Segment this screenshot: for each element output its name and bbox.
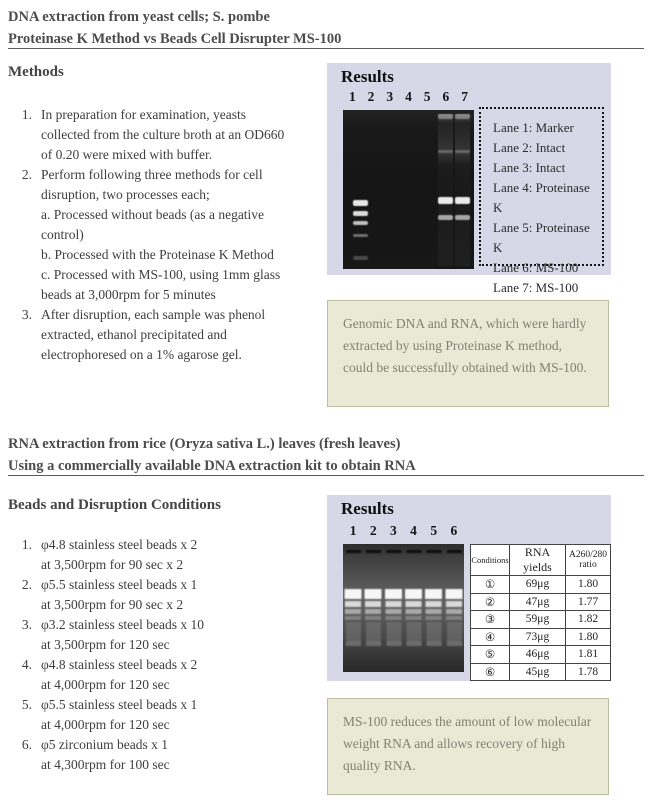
list-item-number: 5. <box>21 697 32 712</box>
list-item <box>8 535 326 575</box>
list-line: In preparation for examination, yeasts <box>41 107 247 122</box>
lane-number: 4 <box>410 523 417 538</box>
table-row <box>471 628 611 646</box>
marker-band <box>353 211 368 216</box>
yield-cell: 69μg <box>510 576 566 594</box>
list-item <box>8 735 326 775</box>
list-line: at 4,300rpm for 100 sec <box>41 757 170 772</box>
list-item <box>8 615 326 655</box>
section2-title-line2: Using a commercially available DNA extraction kit to obtain RNA <box>8 458 416 474</box>
section1-title <box>8 6 341 50</box>
bright-band <box>438 197 453 204</box>
gel-wells-row <box>343 550 464 553</box>
section1-title-line2: Proteinase K Method vs Beads Cell Disrupter MS-100 <box>8 31 342 47</box>
column-header: RNA yields <box>510 545 566 576</box>
faint-band <box>438 150 453 153</box>
condition-cell: ⑤ <box>471 646 510 664</box>
rna-faint-band-row <box>343 641 464 646</box>
rna-bright-band-row <box>343 589 464 599</box>
rna-band-row <box>343 601 464 607</box>
gel-image-rna <box>343 544 464 672</box>
lane-number: 6 <box>450 523 458 538</box>
table-row <box>471 646 611 664</box>
yield-cell: 73μg <box>510 628 566 646</box>
list-line: φ5.5 stainless steel beads x 1 <box>41 697 198 712</box>
list-line: electrophoresed on a 1% agarose gel. <box>41 347 242 362</box>
list-item <box>8 655 326 695</box>
section1-title-line1: DNA extraction from yeast cells; S. pombe <box>8 9 270 25</box>
ratio-cell: 1.82 <box>566 611 611 629</box>
list-line: at 3,500rpm for 90 sec x 2 <box>41 597 184 612</box>
table-row <box>471 663 611 681</box>
dna-smear-lane6 <box>438 114 453 266</box>
list-line: at 3,500rpm for 120 sec <box>41 637 170 652</box>
lane-legend-box <box>479 107 604 295</box>
ratio-cell: 1.80 <box>566 576 611 594</box>
note-box-2: MS-100 reduces the amount of low molecular weight RNA and allows recovery of high quality RNA. <box>327 698 609 795</box>
list-item <box>8 695 326 735</box>
ratio-cell: 1.78 <box>566 663 611 681</box>
list-line: φ4.8 stainless steel beads x 2 <box>41 657 198 672</box>
legend-line: Lane 4: Proteinase K <box>493 180 590 215</box>
well-glow <box>455 114 470 119</box>
list-item-number: 2. <box>21 167 32 182</box>
list-line: at 4,000rpm for 120 sec <box>41 677 170 692</box>
list-item-number: 1. <box>21 537 32 552</box>
list-line: φ5.5 stainless steel beads x 1 <box>41 577 198 592</box>
faint-band <box>455 150 470 153</box>
marker-band <box>353 234 368 237</box>
dna-smear-lane7 <box>455 114 470 266</box>
lane-number: 5 <box>430 523 438 538</box>
mid-band <box>455 215 470 220</box>
list-line: of 0.20 were mixed with buffer. <box>41 147 213 162</box>
results-table <box>470 544 611 681</box>
legend-line: Lane 6: MS-100 <box>493 260 579 275</box>
ratio-cell: 1.81 <box>566 646 611 664</box>
list-line: φ4.8 stainless steel beads x 2 <box>41 537 198 552</box>
list-item <box>8 575 326 615</box>
condition-cell: ④ <box>471 628 510 646</box>
condition-cell: ③ <box>471 611 510 629</box>
column-header: A260/280 ratio <box>566 545 611 576</box>
lane-number: 1 <box>349 523 357 538</box>
marker-band <box>353 256 368 260</box>
legend-line: Lane 2: Intact <box>493 140 566 155</box>
gel-image-dna <box>343 110 474 269</box>
list-line: beads at 3,000rpm for 5 minutes <box>41 287 216 302</box>
list-line: Perform following three methods for cell <box>41 167 263 182</box>
list-line: φ5 zirconium beads x 1 <box>41 737 169 752</box>
note-box-1: Genomic DNA and RNA, which were hardly extracted by using Proteinase K method, could be successfully obtained with MS-100. <box>327 300 609 407</box>
list-line: disruption, two processes each; <box>41 187 210 202</box>
list-line: c. Processed with MS-100, using 1mm glass <box>41 267 281 282</box>
lane-number: 6 <box>442 89 450 104</box>
lane-number: 2 <box>367 89 375 104</box>
section2-conditions-column <box>8 497 326 775</box>
legend-line: Lane 5: Proteinase K <box>493 220 590 255</box>
legend-line: Lane 7: MS-100 <box>493 280 579 295</box>
results-panel-2 <box>327 495 611 681</box>
list-item-number: 6. <box>21 737 32 752</box>
well-glow <box>438 114 453 119</box>
list-item-number: 3. <box>21 307 32 322</box>
list-line: a. Processed without beads (as a negative <box>41 207 265 222</box>
lane-number: 2 <box>369 523 377 538</box>
table-row <box>471 593 611 611</box>
list-item-number: 2. <box>21 577 32 592</box>
marker-band <box>353 221 368 225</box>
lane-number: 7 <box>461 89 468 104</box>
bright-band <box>455 197 470 204</box>
section1-divider <box>8 48 644 49</box>
gel1-lane-numbers <box>343 89 474 105</box>
list-item-number: 1. <box>21 107 32 122</box>
table-row <box>471 611 611 629</box>
results-heading: Results <box>341 67 394 86</box>
ratio-cell: 1.77 <box>566 593 611 611</box>
yield-cell: 59μg <box>510 611 566 629</box>
list-item <box>8 165 326 305</box>
yield-cell: 46μg <box>510 646 566 664</box>
lane-number: 3 <box>390 523 397 538</box>
list-line: After disruption, each sample was phenol <box>41 307 266 322</box>
lane-number: 3 <box>386 89 394 104</box>
list-item <box>8 105 326 165</box>
list-line: collected from the culture broth at an OD660 <box>41 127 285 142</box>
conditions-heading: Beads and Disruption Conditions <box>8 497 221 513</box>
list-line: control) <box>41 227 84 242</box>
list-item <box>8 305 326 365</box>
lane-number: 1 <box>348 89 356 104</box>
results-panel-1 <box>327 63 611 295</box>
yield-cell: 45μg <box>510 663 566 681</box>
lane-number: 5 <box>423 89 431 104</box>
table-row <box>471 576 611 594</box>
condition-cell: ⑥ <box>471 663 510 681</box>
gel2-lane-numbers <box>343 523 464 539</box>
list-line: φ3.2 stainless steel beads x 10 <box>41 617 205 632</box>
condition-cell: ① <box>471 576 510 594</box>
list-line: extracted, ethanol precipitated and <box>41 327 227 342</box>
list-line: b. Processed with the Proteinase K Method <box>41 247 274 262</box>
list-item-number: 4. <box>21 657 32 672</box>
methods-list <box>8 105 326 365</box>
legend-line: Lane 3: Intact <box>493 160 566 175</box>
conditions-list <box>8 535 326 775</box>
yield-cell: 47μg <box>510 593 566 611</box>
condition-cell: ② <box>471 593 510 611</box>
ratio-cell: 1.80 <box>566 628 611 646</box>
mid-band <box>438 215 453 220</box>
list-line: at 3,500rpm for 90 sec x 2 <box>41 557 184 572</box>
methods-heading: Methods <box>8 64 64 80</box>
list-line: at 4,000rpm for 120 sec <box>41 717 170 732</box>
section1-methods-column <box>8 64 326 365</box>
section2-title-line1: RNA extraction from rice (Oryza sativa L.) leaves (fresh leaves) <box>8 436 401 452</box>
section2-divider <box>8 475 644 476</box>
table-header-row <box>471 545 611 576</box>
legend-line: Lane 1: Marker <box>493 120 574 135</box>
list-item-number: 3. <box>21 617 32 632</box>
marker-band <box>353 200 368 206</box>
section2-title <box>8 433 416 477</box>
results-heading: Results <box>341 499 394 518</box>
rna-band-row <box>343 609 464 614</box>
rna-band-row <box>343 616 464 620</box>
lane-number: 4 <box>405 89 412 104</box>
column-header: Conditions <box>471 545 510 576</box>
